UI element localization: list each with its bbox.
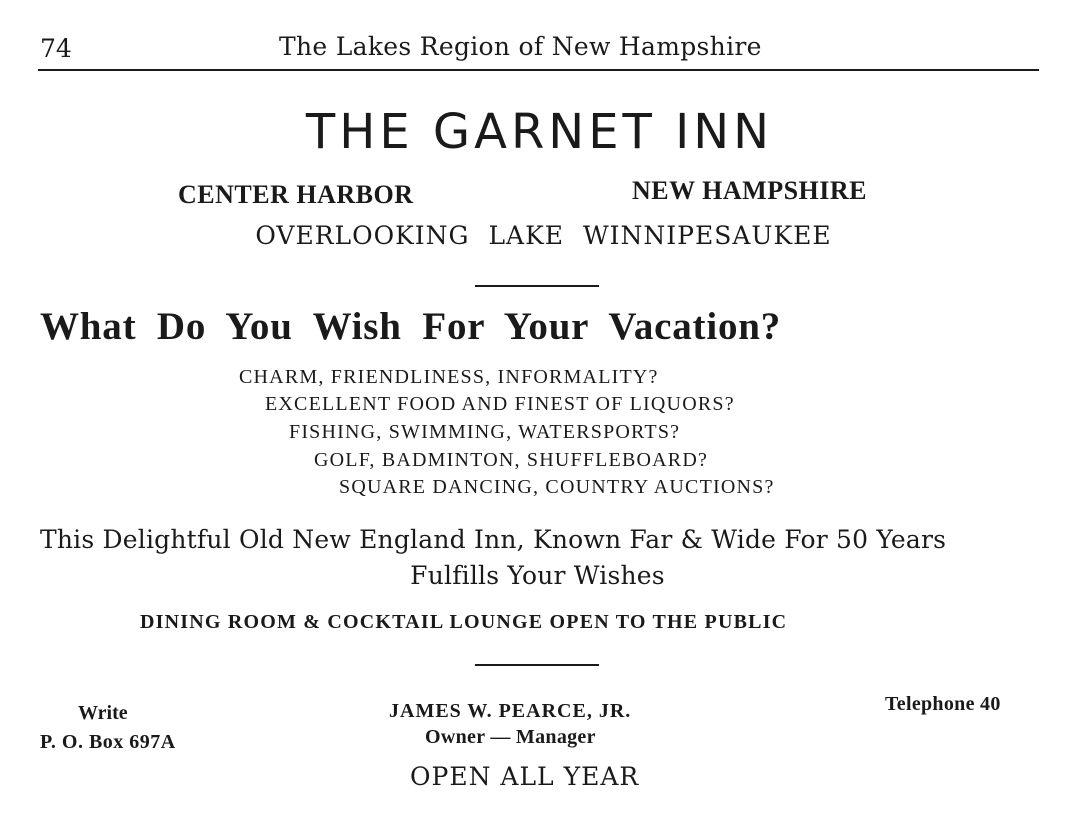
owner-name: JAMES W. PEARCE, JR.: [389, 700, 632, 722]
divider-rule: [475, 664, 599, 666]
question-line: FISHING, SWIMMING, WATERSPORTS?: [289, 421, 681, 443]
open-all-year: OPEN ALL YEAR: [410, 762, 640, 791]
write-label: Write: [78, 702, 128, 724]
tagline-line-1: This Delightful Old New England Inn, Known Far & Wide For 50 Years: [40, 525, 947, 554]
location-town: CENTER HARBOR: [178, 180, 414, 209]
question-line: CHARM, FRIENDLINESS, INFORMALITY?: [239, 366, 659, 388]
po-box: P. O. Box 697A: [40, 731, 176, 753]
page-number: 74: [40, 34, 72, 63]
question-line: SQUARE DANCING, COUNTRY AUCTIONS?: [339, 476, 775, 498]
header-rule: [38, 69, 1039, 71]
owner-title: Owner — Manager: [425, 726, 596, 748]
telephone: Telephone 40: [885, 693, 1001, 715]
question-line: GOLF, BADMINTON, SHUFFLEBOARD?: [314, 449, 709, 471]
location-state: NEW HAMPSHIRE: [632, 176, 867, 205]
overlooking-line: OVERLOOKING LAKE WINNIPESAUKEE: [255, 221, 832, 250]
question-line: EXCELLENT FOOD AND FINEST OF LIQUORS?: [265, 393, 735, 415]
headline: What Do You Wish For Your Vacation?: [40, 305, 782, 348]
tagline-line-2: Fulfills Your Wishes: [410, 561, 665, 590]
inn-name: THE GARNET INN: [305, 104, 774, 160]
running-title: The Lakes Region of New Hampshire: [279, 32, 762, 61]
divider-rule: [475, 285, 599, 287]
dining-notice: DINING ROOM & COCKTAIL LOUNGE OPEN TO THE PUBLIC: [140, 611, 788, 633]
